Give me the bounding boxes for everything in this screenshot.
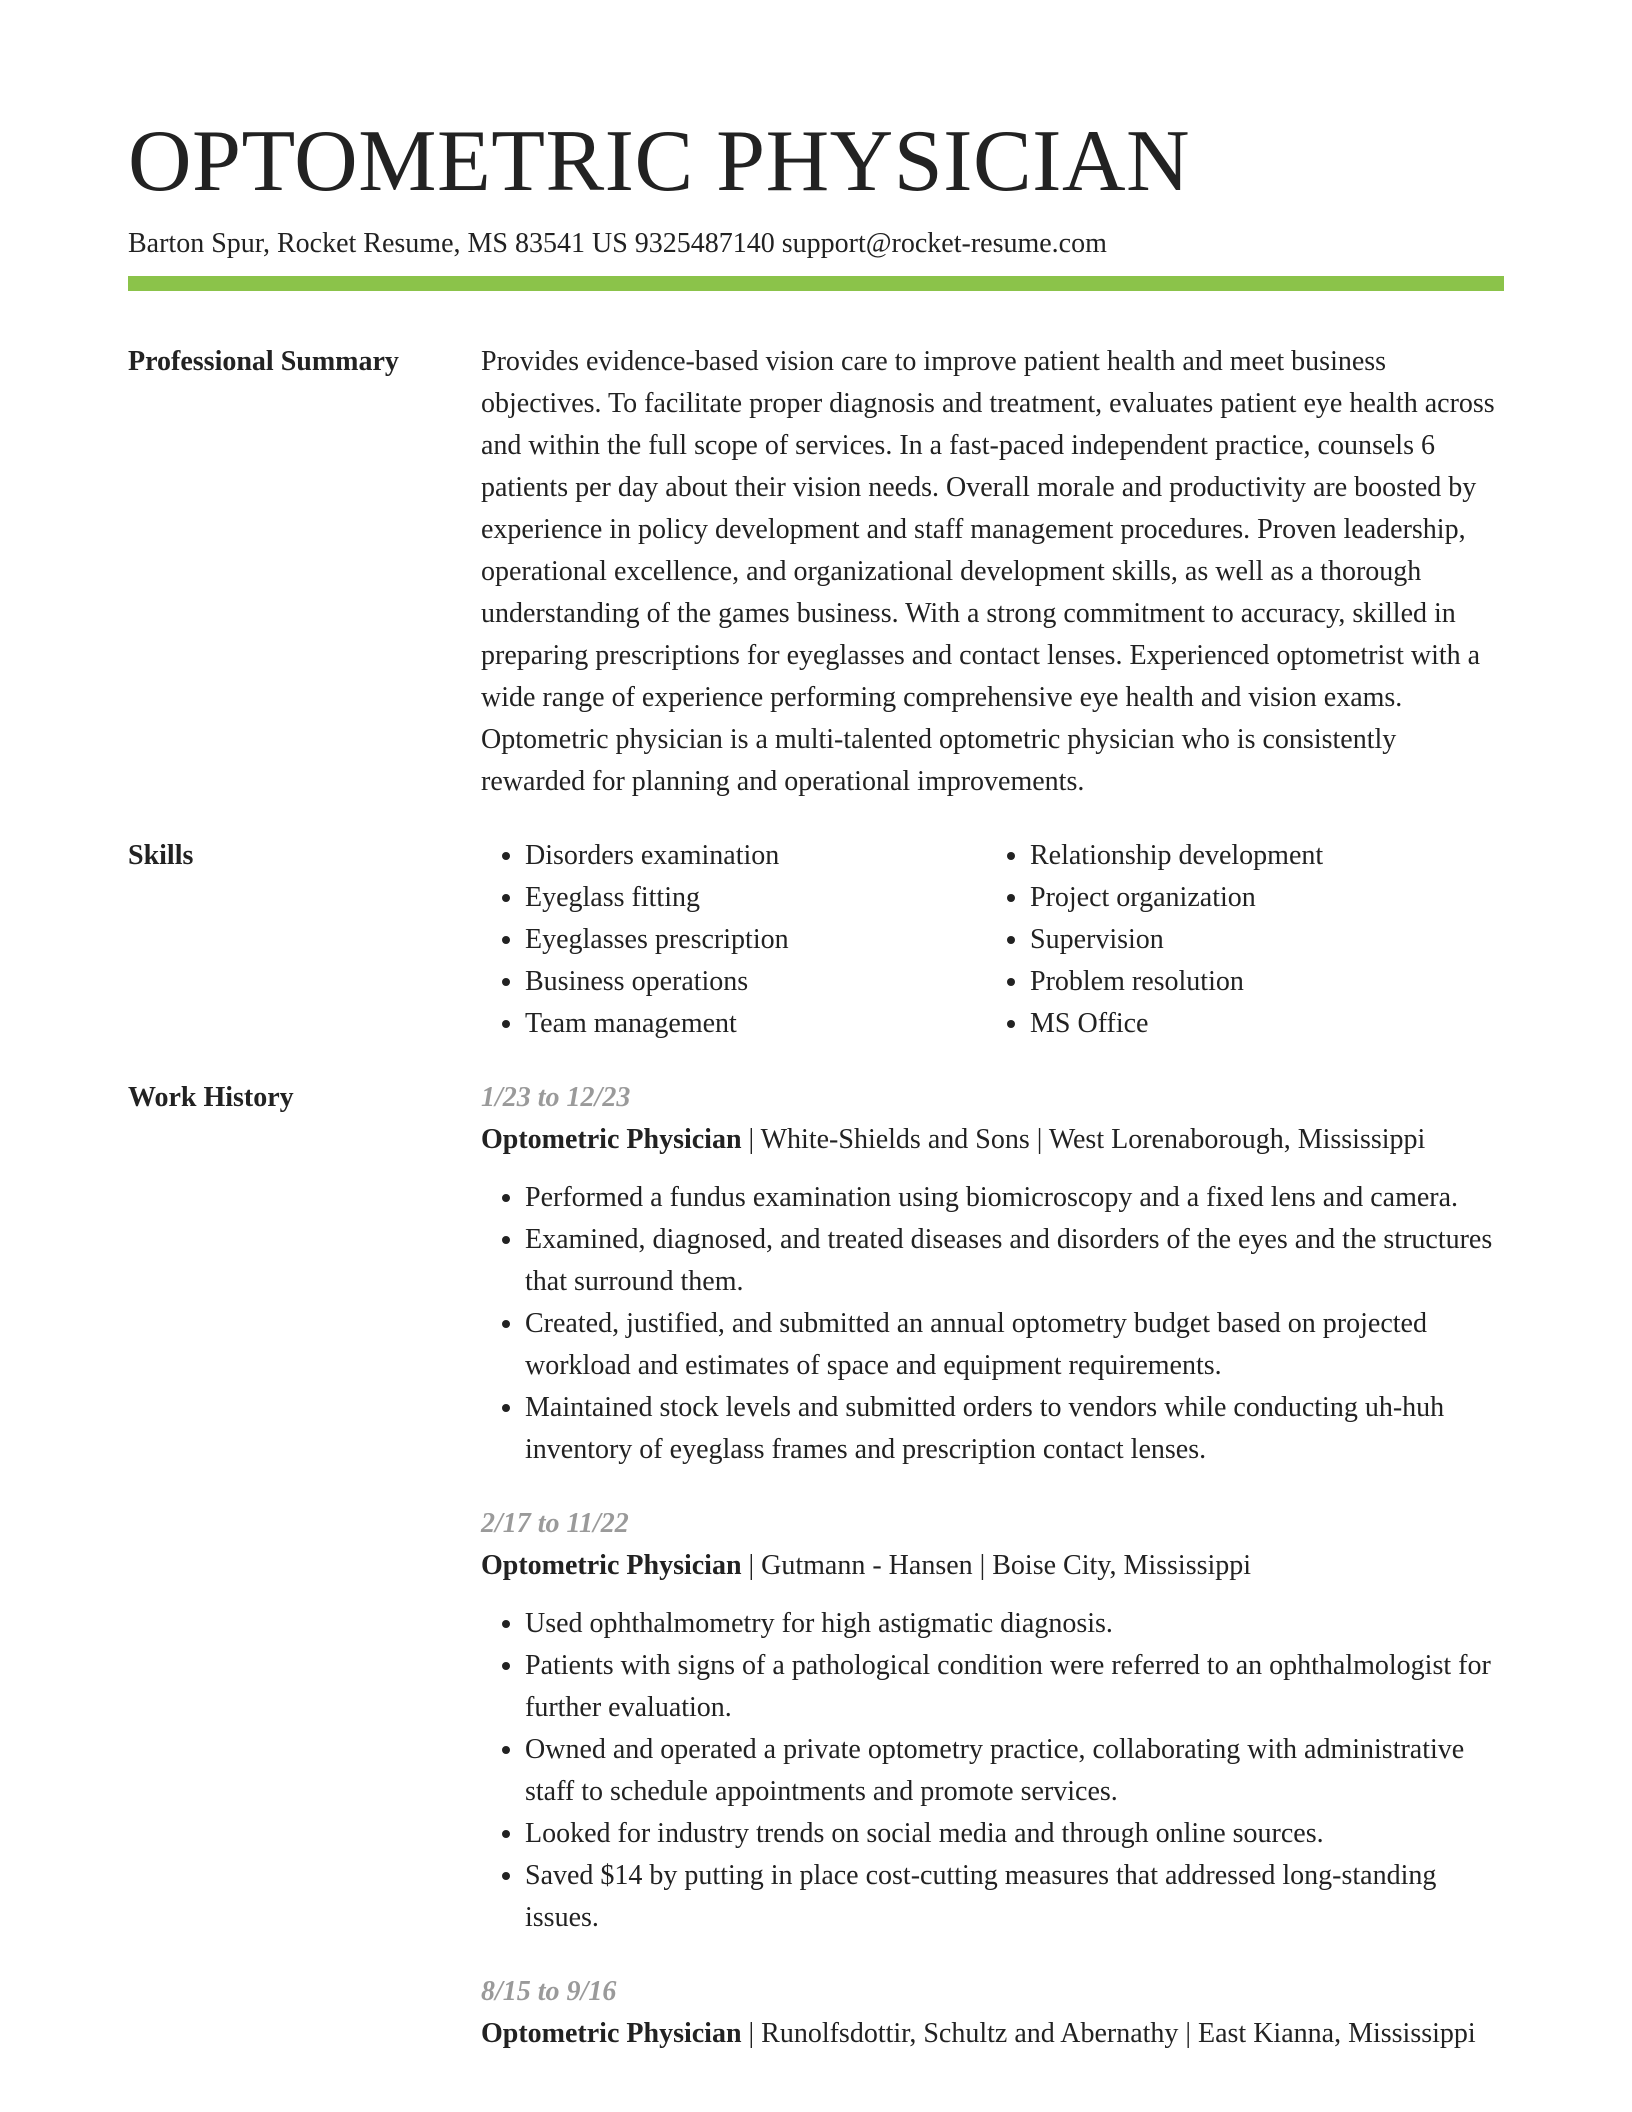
skills-section bbox=[128, 835, 1504, 1045]
skill-item: • Eyeglasses prescription bbox=[525, 919, 986, 961]
job-bullet: • Performed a fundus examination using biomicroscopy and a fixed lens and camera. bbox=[525, 1177, 1504, 1219]
job-bullet: • Owned and operated a private optometry practice, collaborating with administrative staff to schedule appointments and promote services. bbox=[525, 1729, 1504, 1813]
skill-item: • Eyeglass fitting bbox=[525, 877, 986, 919]
skill-item: • Team management bbox=[525, 1003, 986, 1045]
job-details: | Gutmann - Hansen | Boise City, Mississippi bbox=[741, 1550, 1252, 1581]
skill-item: • Disorders examination bbox=[525, 835, 986, 877]
job-bullet: • Examined, diagnosed, and treated diseases and disorders of the eyes and the structures that surround them. bbox=[525, 1219, 1504, 1303]
job-dates: 8/15 to 9/16 bbox=[481, 1976, 617, 2007]
summary-section bbox=[128, 341, 1504, 803]
work-history-heading: Work History bbox=[128, 1082, 294, 1113]
summary-text: Provides evidence-based vision care to improve patient health and meet business objectives. To facilitate proper diagnosis and treatment, evaluates patient eye health across and within the full scope of services. In a fast-paced independent practice, counsels 6 patients per day about their vision needs. Overall morale and productivity are boosted by experience in policy development and staff management procedures. Proven leadership, operational excellence, and organizational development skills, as well as a thorough understanding of the games business. With a strong commitment to accuracy, skilled in preparing prescriptions for eyeglasses and contact lenses. Experienced optometrist with a wide range of experience performing comprehensive eye health and vision exams. Optometric physician is a multi-talented optometric physician who is consistently rewarded for planning and operational improvements. bbox=[481, 346, 1495, 797]
skill-item: • Business operations bbox=[525, 961, 986, 1003]
job-bullet: • Created, justified, and submitted an annual optometry budget based on projected workload and estimates of space and equipment requirements. bbox=[525, 1303, 1504, 1387]
job-bullets bbox=[481, 1603, 1504, 1939]
job-heading bbox=[481, 2013, 1504, 2055]
summary-heading: Professional Summary bbox=[128, 346, 399, 377]
skill-item: • Problem resolution bbox=[1030, 961, 1491, 1003]
skill-item: • Supervision bbox=[1030, 919, 1491, 961]
skills-heading: Skills bbox=[128, 840, 194, 871]
job-title: Optometric Physician bbox=[481, 1550, 742, 1581]
skills-column-left bbox=[481, 835, 986, 1045]
job-entry bbox=[481, 1971, 1504, 2055]
job-entry bbox=[481, 1077, 1504, 1471]
skills-column-right bbox=[986, 835, 1491, 1045]
job-heading bbox=[481, 1545, 1504, 1587]
job-bullet: • Used ophthalmometry for high astigmatic diagnosis. bbox=[525, 1603, 1504, 1645]
job-bullet: • Looked for industry trends on social media and through online sources. bbox=[525, 1813, 1504, 1855]
job-bullet: • Saved $14 by putting in place cost-cutting measures that addressed long-standing issues. bbox=[525, 1855, 1504, 1939]
job-dates: 2/17 to 11/22 bbox=[481, 1508, 629, 1539]
job-title: Optometric Physician bbox=[481, 2018, 742, 2049]
work-history-list bbox=[481, 1077, 1504, 2087]
header-divider bbox=[128, 276, 1504, 291]
contact-line: Barton Spur, Rocket Resume, MS 83541 US 9325487140 support@rocket-resume.com bbox=[128, 228, 1107, 259]
resume-name: OPTOMETRIC PHYSICIAN bbox=[128, 113, 1191, 210]
job-bullet: • Patients with signs of a pathological condition were referred to an ophthalmologist for further evaluation. bbox=[525, 1645, 1504, 1729]
skill-item: • Project organization bbox=[1030, 877, 1491, 919]
job-bullets bbox=[481, 1177, 1504, 1471]
skill-item: • MS Office bbox=[1030, 1003, 1491, 1045]
job-heading bbox=[481, 1119, 1504, 1161]
work-history-section bbox=[128, 1077, 1504, 2087]
job-details: | Runolfsdottir, Schultz and Abernathy | East Kianna, Mississippi bbox=[741, 2018, 1476, 2049]
skill-item: • Relationship development bbox=[1030, 835, 1491, 877]
skills-grid bbox=[481, 835, 1504, 1045]
job-details: | White-Shields and Sons | West Lorenaborough, Mississippi bbox=[741, 1124, 1426, 1155]
job-dates: 1/23 to 12/23 bbox=[481, 1082, 631, 1113]
job-bullet: • Maintained stock levels and submitted orders to vendors while conducting uh-huh inventory of eyeglass frames and prescription contact lenses. bbox=[525, 1387, 1504, 1471]
job-entry bbox=[481, 1503, 1504, 1939]
job-title: Optometric Physician bbox=[481, 1124, 742, 1155]
